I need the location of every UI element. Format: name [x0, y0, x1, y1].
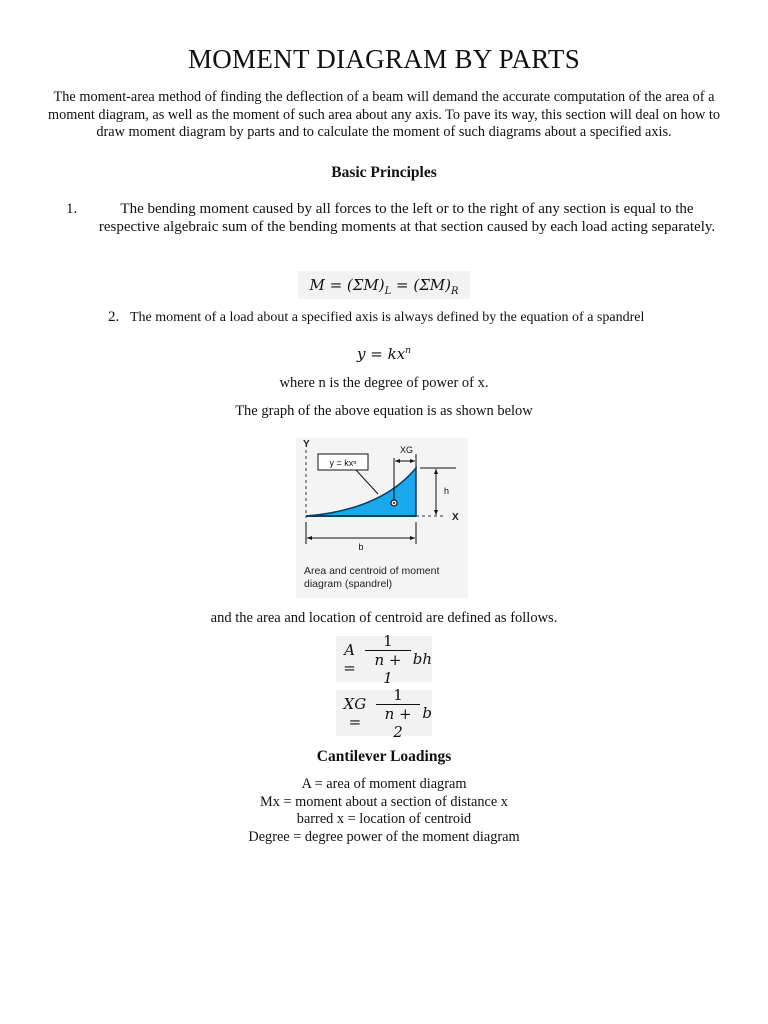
cantilever-definitions	[0, 776, 768, 846]
cantilever-heading: Cantilever Loadings	[316, 748, 452, 765]
equation-area	[336, 631, 432, 687]
definition-moment: Mx = moment about a section of distance x	[260, 793, 508, 810]
eq-area-lhs: A =	[343, 641, 356, 677]
curve-label: y = kxⁿ	[329, 458, 357, 468]
figure-caption	[304, 565, 439, 591]
b-label: b	[358, 542, 364, 552]
definition-centroid: barred x = location of centroid	[296, 811, 472, 827]
equation-centroid	[336, 685, 432, 741]
eq-xg-lhs: XG =	[343, 695, 367, 731]
where-text: where n is the degree of power of x.	[279, 375, 489, 391]
y-axis-label: Y	[303, 439, 310, 450]
equation-moment-sum: $M = (\Sigma M)_L = (\Sigma M)_R$	[298, 271, 470, 299]
eq-area-fraction	[365, 632, 411, 687]
eq-area-rhs: bh	[412, 650, 432, 668]
eq-xg-numerator: 1	[376, 686, 421, 705]
centroid-dot	[393, 502, 395, 504]
principle-item-2-number: 2.	[108, 309, 120, 325]
principle-item-1-number: 1.	[66, 201, 78, 217]
h-label: h	[444, 486, 450, 496]
principle-item-1-text: The bending moment caused by all forces to the left or to the right of any section is equal to the respective algebraic sum of the bending moments at that section caused by each load acting separately.	[98, 201, 716, 235]
figure-caption-line-1: Area and centroid of moment	[304, 565, 440, 577]
xg-label: XG	[400, 445, 414, 455]
x-axis-label: X	[452, 512, 459, 523]
basic-principles-heading: Basic Principles	[331, 164, 437, 181]
equation-spandrel: $y = kx^n$	[357, 345, 411, 363]
definition-degree: Degree = degree power of the moment diagram	[248, 828, 520, 845]
intro-paragraph: The moment-area method of finding the deflection of a beam will demand the accurate computation of the area of a moment diagram, as well as the moment of such area about any axis. To pave its way, this section will deal on how to draw moment diagram by parts and to calculate the moment of such diagrams about a specified axis.	[48, 89, 720, 140]
definition-area: A = area of moment diagram	[301, 776, 467, 792]
graph-intro-text: The graph of the above equation is as shown below	[235, 403, 533, 419]
principle-item-2-text: The moment of a load about a specified axis is always defined by the equation of a spandrel	[130, 310, 645, 325]
principle-item-1	[66, 201, 722, 236]
eq-xg-denominator: n + 2	[384, 704, 412, 741]
page-title: MOMENT DIAGRAM BY PARTS	[187, 44, 581, 74]
principle-item-2	[108, 309, 720, 327]
eq-xg-rhs: b	[422, 704, 432, 722]
area-centroid-text: and the area and location of centroid are defined as follows.	[210, 610, 558, 626]
eq-xg-fraction	[376, 686, 421, 741]
eq-area-numerator: 1	[365, 632, 411, 651]
eq-area-denominator: n + 1	[374, 650, 402, 687]
figure-caption-line-2: diagram (spandrel)	[304, 578, 393, 590]
